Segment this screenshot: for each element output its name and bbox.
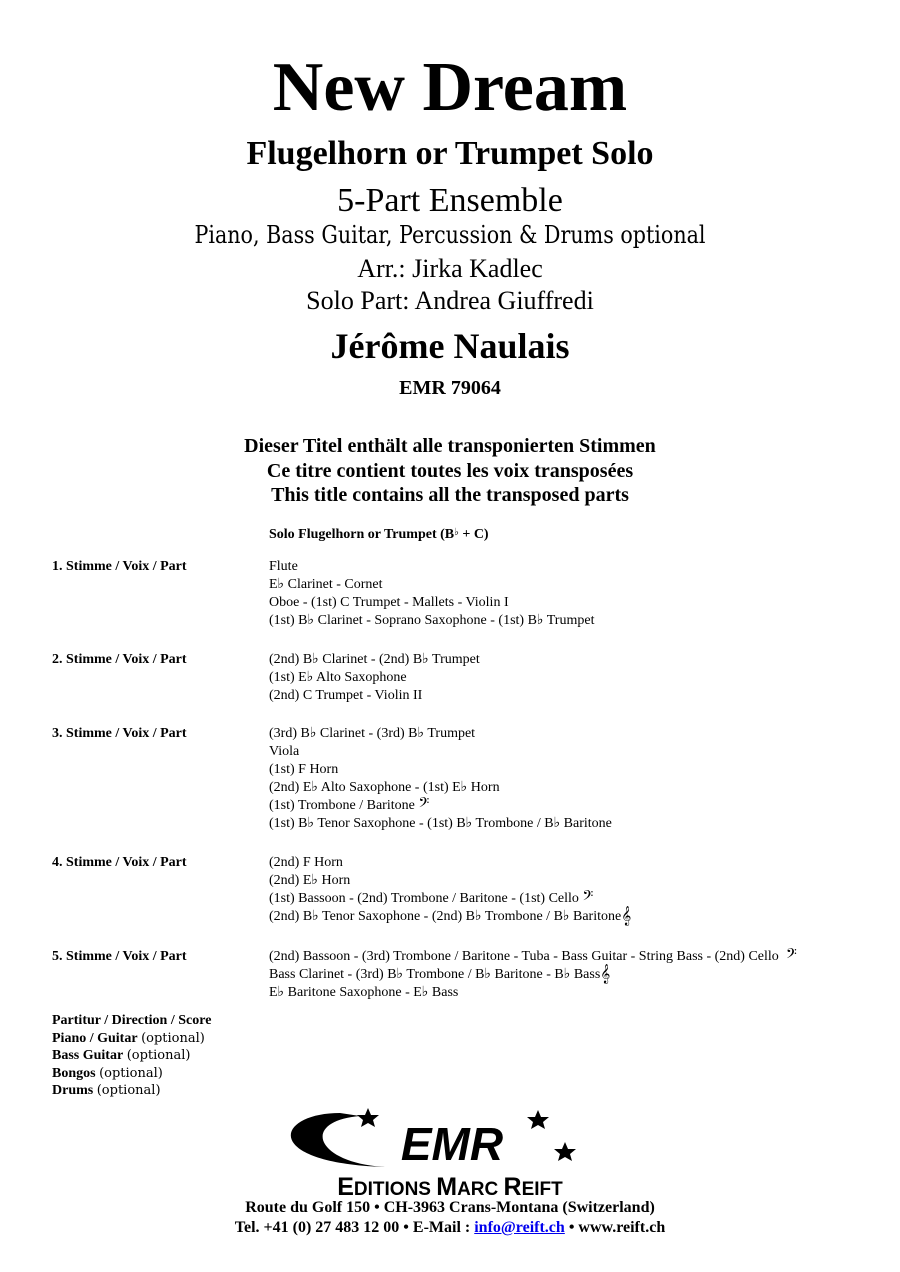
title: New Dream	[272, 49, 628, 126]
part-4-label: 4. Stimme / Voix / Part	[52, 855, 187, 870]
instruments-line: Piano, Bass Guitar, Percussion & Drums optional	[194, 221, 706, 249]
list-item: (2nd) F Horn	[269, 855, 343, 870]
list-item: (2nd) E♭ Alto Saxophone - (1st) E♭ Horn	[269, 780, 500, 795]
part-3-label: 3. Stimme / Voix / Part	[52, 726, 187, 741]
star-icon	[554, 1142, 576, 1161]
subtitle: Flugelhorn or Trumpet Solo	[246, 135, 654, 172]
list-item: E♭ Baritone Saxophone - E♭ Bass	[269, 985, 459, 1000]
list-item: (1st) Bassoon - (2nd) Trombone / Baritone - (1st) Cello 𝄢	[269, 888, 594, 908]
solo-heading: Solo Flugelhorn or Trumpet (B♭ + C)	[269, 527, 489, 542]
list-item: (1st) B♭ Tenor Saxophone - (1st) B♭ Trombone / B♭ Baritone	[269, 816, 612, 831]
email-link[interactable]: info@reift.ch	[474, 1219, 565, 1236]
list-item: (1st) B♭ Clarinet - Soprano Saxophone - (1st) B♭ Trumpet	[269, 613, 595, 628]
part-2-label: 2. Stimme / Voix / Part	[52, 652, 187, 667]
list-item: Viola	[269, 744, 300, 759]
star-icon	[527, 1110, 549, 1129]
treble-clef-icon: 𝄞	[600, 964, 611, 984]
publisher-contact: Tel. +41 (0) 27 483 12 00 • E-Mail : info@reift.ch • www.reift.ch	[234, 1219, 666, 1236]
list-item: (3rd) B♭ Clarinet - (3rd) B♭ Trumpet	[269, 726, 476, 741]
solo-part: Solo Part: Andrea Giuffredi	[306, 286, 594, 315]
notice-fr: Ce titre contient toutes les voix transposées	[266, 459, 634, 482]
list-item: (1st) E♭ Alto Saxophone	[269, 670, 407, 685]
part-4-list	[269, 854, 631, 926]
list-item: (1st) Trombone / Baritone 𝄢	[269, 795, 430, 815]
part-1-list	[269, 558, 594, 630]
treble-clef-icon: 𝄞	[621, 906, 632, 926]
list-item: Piano / Guitar (optional)	[52, 1030, 205, 1046]
list-item: Bass Guitar (optional)	[52, 1048, 191, 1063]
list-item: Bongos (optional)	[52, 1065, 163, 1081]
bass-clef-icon: 𝄢	[582, 888, 594, 908]
list-item: Partitur / Direction / Score	[52, 1013, 212, 1028]
part-2-list	[269, 651, 480, 705]
logo-emr-text: EMR	[400, 1118, 504, 1170]
publisher-address: Route du Golf 150 • CH-3963 Crans-Montana (Switzerland)	[245, 1199, 655, 1216]
list-item: Oboe - (1st) C Trumpet - Mallets - Violin I	[269, 595, 509, 610]
part-5-list	[269, 948, 797, 1002]
list-item: (2nd) C Trumpet - Violin II	[269, 688, 423, 703]
flat-icon: ♭	[454, 527, 459, 538]
publisher-name: EDITIONS MARC REIFT	[337, 1173, 563, 1200]
catalog-number: EMR 79064	[399, 377, 501, 399]
arranger: Arr.: Jirka Kadlec	[357, 254, 543, 283]
publisher-logo	[220, 1105, 680, 1200]
list-item: (2nd) E♭ Horn	[269, 873, 351, 888]
list-item: Bass Clarinet - (3rd) B♭ Trombone / B♭ Baritone - B♭ Bass𝄞	[269, 964, 611, 984]
website: • www.reift.ch	[568, 1219, 666, 1236]
part-5-label: 5. Stimme / Voix / Part	[52, 949, 187, 964]
notice-en: This title contains all the transposed parts	[271, 484, 629, 506]
part-1-label: 1. Stimme / Voix / Part	[52, 559, 187, 574]
list-item: E♭ Clarinet - Cornet	[269, 577, 383, 592]
ensemble: 5-Part Ensemble	[337, 182, 563, 219]
notice-de: Dieser Titel enthält alle transponierten Stimmen	[244, 435, 656, 457]
star-icon	[357, 1108, 379, 1127]
list-item: (1st) F Horn	[269, 762, 339, 777]
part-3-list	[269, 725, 612, 833]
transposed-notice	[0, 434, 900, 508]
list-item: (2nd) Bassoon - (3rd) Trombone / Baritone - Tuba - Bass Guitar - String Bass - (2nd) Cello 𝄢	[269, 946, 797, 966]
list-item: Flute	[269, 559, 298, 574]
list-item: (2nd) B♭ Clarinet - (2nd) B♭ Trumpet	[269, 652, 480, 667]
composer: Jérôme Naulais	[330, 326, 570, 366]
list-item: (2nd) B♭ Tenor Saxophone - (2nd) B♭ Trombone / B♭ Baritone𝄞	[269, 906, 632, 926]
list-item: Drums (optional)	[52, 1083, 161, 1098]
bass-clef-icon: 𝄢	[418, 795, 430, 815]
bass-clef-icon: 𝄢	[785, 946, 797, 966]
score-list	[52, 1012, 211, 1100]
